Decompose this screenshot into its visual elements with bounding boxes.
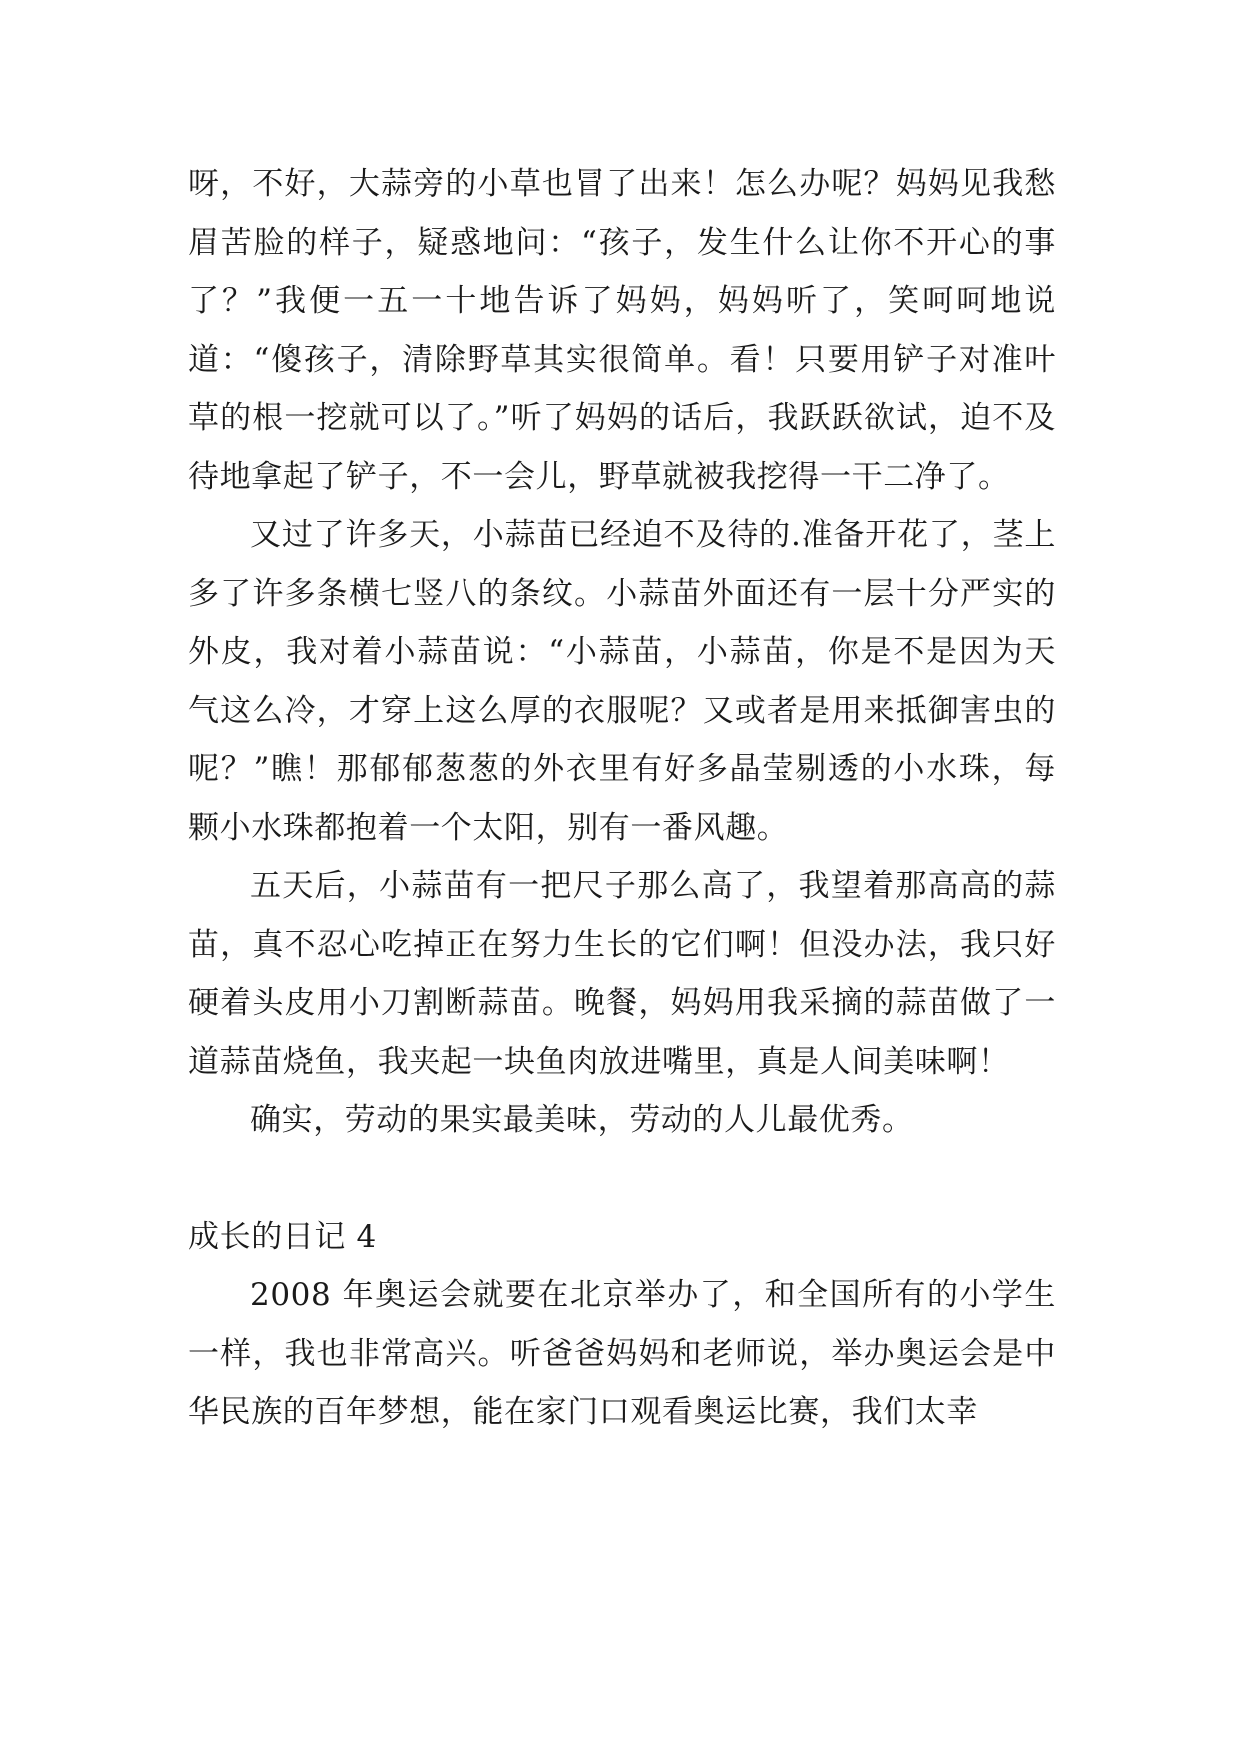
- section-title: 成长的日记 4: [188, 1218, 377, 1255]
- section-paragraph-1: 2008 年奥运会就要在北京举办了，和全国所有的小学生一样，我也非常高兴。听爸爸妈妈和老师说，举办奥运会是中华民族的百年梦想，能在家门口观看奥运比赛，我们太幸: [188, 1277, 1056, 1430]
- paragraph-1: 呀，不好，大蒜旁的小草也冒了出来！怎么办呢？妈妈见我愁眉苦脸的样子，疑惑地问：“孩子，发生什么让你不开心的事了？”我便一五一十地告诉了妈妈，妈妈听了，笑呵呵地说道：“傻孩子，清除野草其实很简单。看！只要用铲子对准叶草的根一挖就可以了。”听了妈妈的话后，我跃跃欲试，迫不及待地拿起了铲子，不一会儿，野草就被我挖得一干二净了。: [188, 166, 1056, 495]
- paragraph-4: 确实，劳动的果实最美味，劳动的人儿最优秀。: [250, 1102, 914, 1138]
- paragraph-2: 又过了许多天，小蒜苗已经迫不及待的.准备开花了，茎上多了许多条横七竖八的条纹。小蒜苗外面还有一层十分严实的外皮，我对着小蒜苗说：“小蒜苗，小蒜苗，你是不是因为天气这么冷，才穿上这么厚的衣服呢？又或者是用来抵御害虫的呢？”瞧！那郁郁葱葱的外衣里有好多晶莹剔透的小水珠，每颗小水珠都抱着一个太阳，别有一番风趣。: [188, 517, 1056, 846]
- paragraph-3: 五天后，小蒜苗有一把尺子那么高了，我望着那高高的蒜苗，真不忍心吃掉正在努力生长的它们啊！但没办法，我只好硬着头皮用小刀割断蒜苗。晚餐，妈妈用我采摘的蒜苗做了一道蒜苗烧鱼，我夹起一块鱼肉放进嘴里，真是人间美味啊！: [188, 868, 1056, 1080]
- document-body: [188, 155, 1056, 1442]
